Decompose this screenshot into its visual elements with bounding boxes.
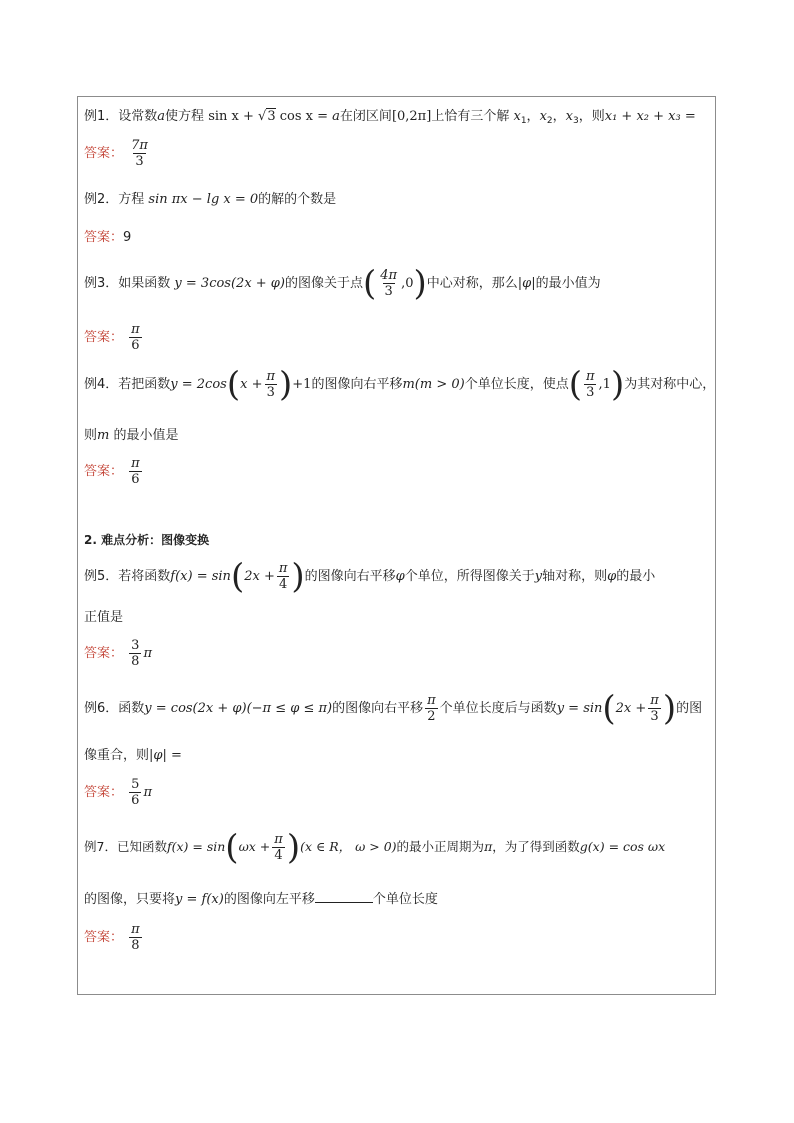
ans7-fraction: $\frac{\pi}{8}$ (131, 922, 140, 953)
ans5-fraction: $\frac{3}{8}$ (131, 638, 140, 669)
example-4-line2: 则m 的最小值是 (84, 428, 179, 443)
ex1-prefix: 例1．设常数 (84, 109, 158, 124)
ans2-value: 9 (123, 230, 132, 245)
answer-label: 答案： (84, 785, 124, 800)
section-heading: 2. 难点分析：图像变换 (84, 533, 210, 547)
example-7: 例7．已知函数f(x) = sin(ωx + $\frac{\pi}{4}$ )(x ∈ R， ω > 0)的最小正周期为π，为了得到函数g(x) = cos ωx (84, 827, 666, 868)
ex1-text3: 上恰有三个解 (431, 109, 510, 124)
example-6: 例6．函数y = cos(2x + φ)(−π ≤ φ ≤ π)的图像向右平移 $\frac{\pi}{2}$ 个单位长度后与函数y = sin(2x + $\frac{\pi}{3}$ )的图 (84, 688, 703, 729)
example-4: 例4．若把函数y = 2cos(x + $\frac{\pi}{3}$ )+1的图像向右平移m(m > 0)个单位长度，使点( $\frac{\pi}{3}$ ,1)为其对称中心， (84, 364, 716, 405)
example-5-line2: 正值是 (84, 610, 124, 625)
answer-label: 答案： (84, 930, 124, 945)
example-2: 例2．方程 sin πx − lg x = 0的解的个数是 (84, 192, 337, 207)
example-3: 例3．如果函数 y = 3cos(2x + φ)的图像关于点( $\frac{4\pi}{3}$ ,0)中心对称，那么|φ|的最小值为 (84, 263, 601, 304)
ans1-fraction: $\frac{7\pi}{3}$ (131, 138, 148, 169)
answer-blank[interactable] (315, 890, 373, 903)
answer-label: 答案： (84, 146, 124, 161)
answer-5: 答案： $\frac{3}{8}$ π (84, 638, 152, 669)
answer-label: 答案： (84, 464, 124, 479)
ans6-fraction: $\frac{5}{6}$ (131, 777, 140, 808)
ans3-fraction: $\frac{\pi}{6}$ (131, 322, 140, 353)
answer-label: 答案： (84, 230, 124, 245)
answer-2 (84, 228, 131, 248)
ex1-rhs: a (332, 109, 340, 124)
answer-6: 答案： $\frac{5}{6}$ π (84, 777, 152, 808)
ex1-text1: 使方程 (165, 109, 205, 124)
ex1-text2: 在闭区间 (339, 109, 392, 124)
answer-3 (84, 322, 144, 353)
example-7-line2: 的图像，只要将y = f(x)的图像向左平移 个单位长度 (84, 892, 438, 907)
ex1-a: a (157, 109, 166, 124)
answer-7 (84, 922, 144, 953)
ex1-lhs1: sin x + (208, 109, 259, 124)
ans4-fraction: $\frac{\pi}{6}$ (131, 456, 140, 487)
ex2-expr: sin πx − lg x = 0 (148, 192, 259, 207)
example-6-line2: 像重合，则|φ| = (84, 748, 182, 763)
ex1-sum: x₁ + x₂ + x₃ = (604, 109, 696, 124)
example-1: 例1．设常数a使方程 sin x + √3 cos x = a在闭区间[0,2π]上恰有三个解 $x_1$，$x_2$，$x_3$，则x₁ + x₂ + x₃ = (84, 109, 696, 126)
ex1-sqrt-arg: 3 (267, 109, 276, 124)
answer-label: 答案： (84, 330, 124, 345)
example-5: 例5．若将函数f(x) = sin(2x + $\frac{\pi}{4}$ )的图像向右平移φ个单位，所得图像关于y轴对称，则φ的最小 (84, 556, 656, 597)
answer-4 (84, 456, 144, 487)
answer-1 (84, 138, 152, 169)
answer-label: 答案： (84, 646, 124, 661)
ex1-interval: [0,2π] (391, 109, 432, 124)
ex3-expr: y = 3cos(2x + φ) (174, 276, 285, 291)
ex1-text4: ，则 (578, 109, 605, 124)
ex1-lhs2: cos x = (279, 109, 333, 124)
